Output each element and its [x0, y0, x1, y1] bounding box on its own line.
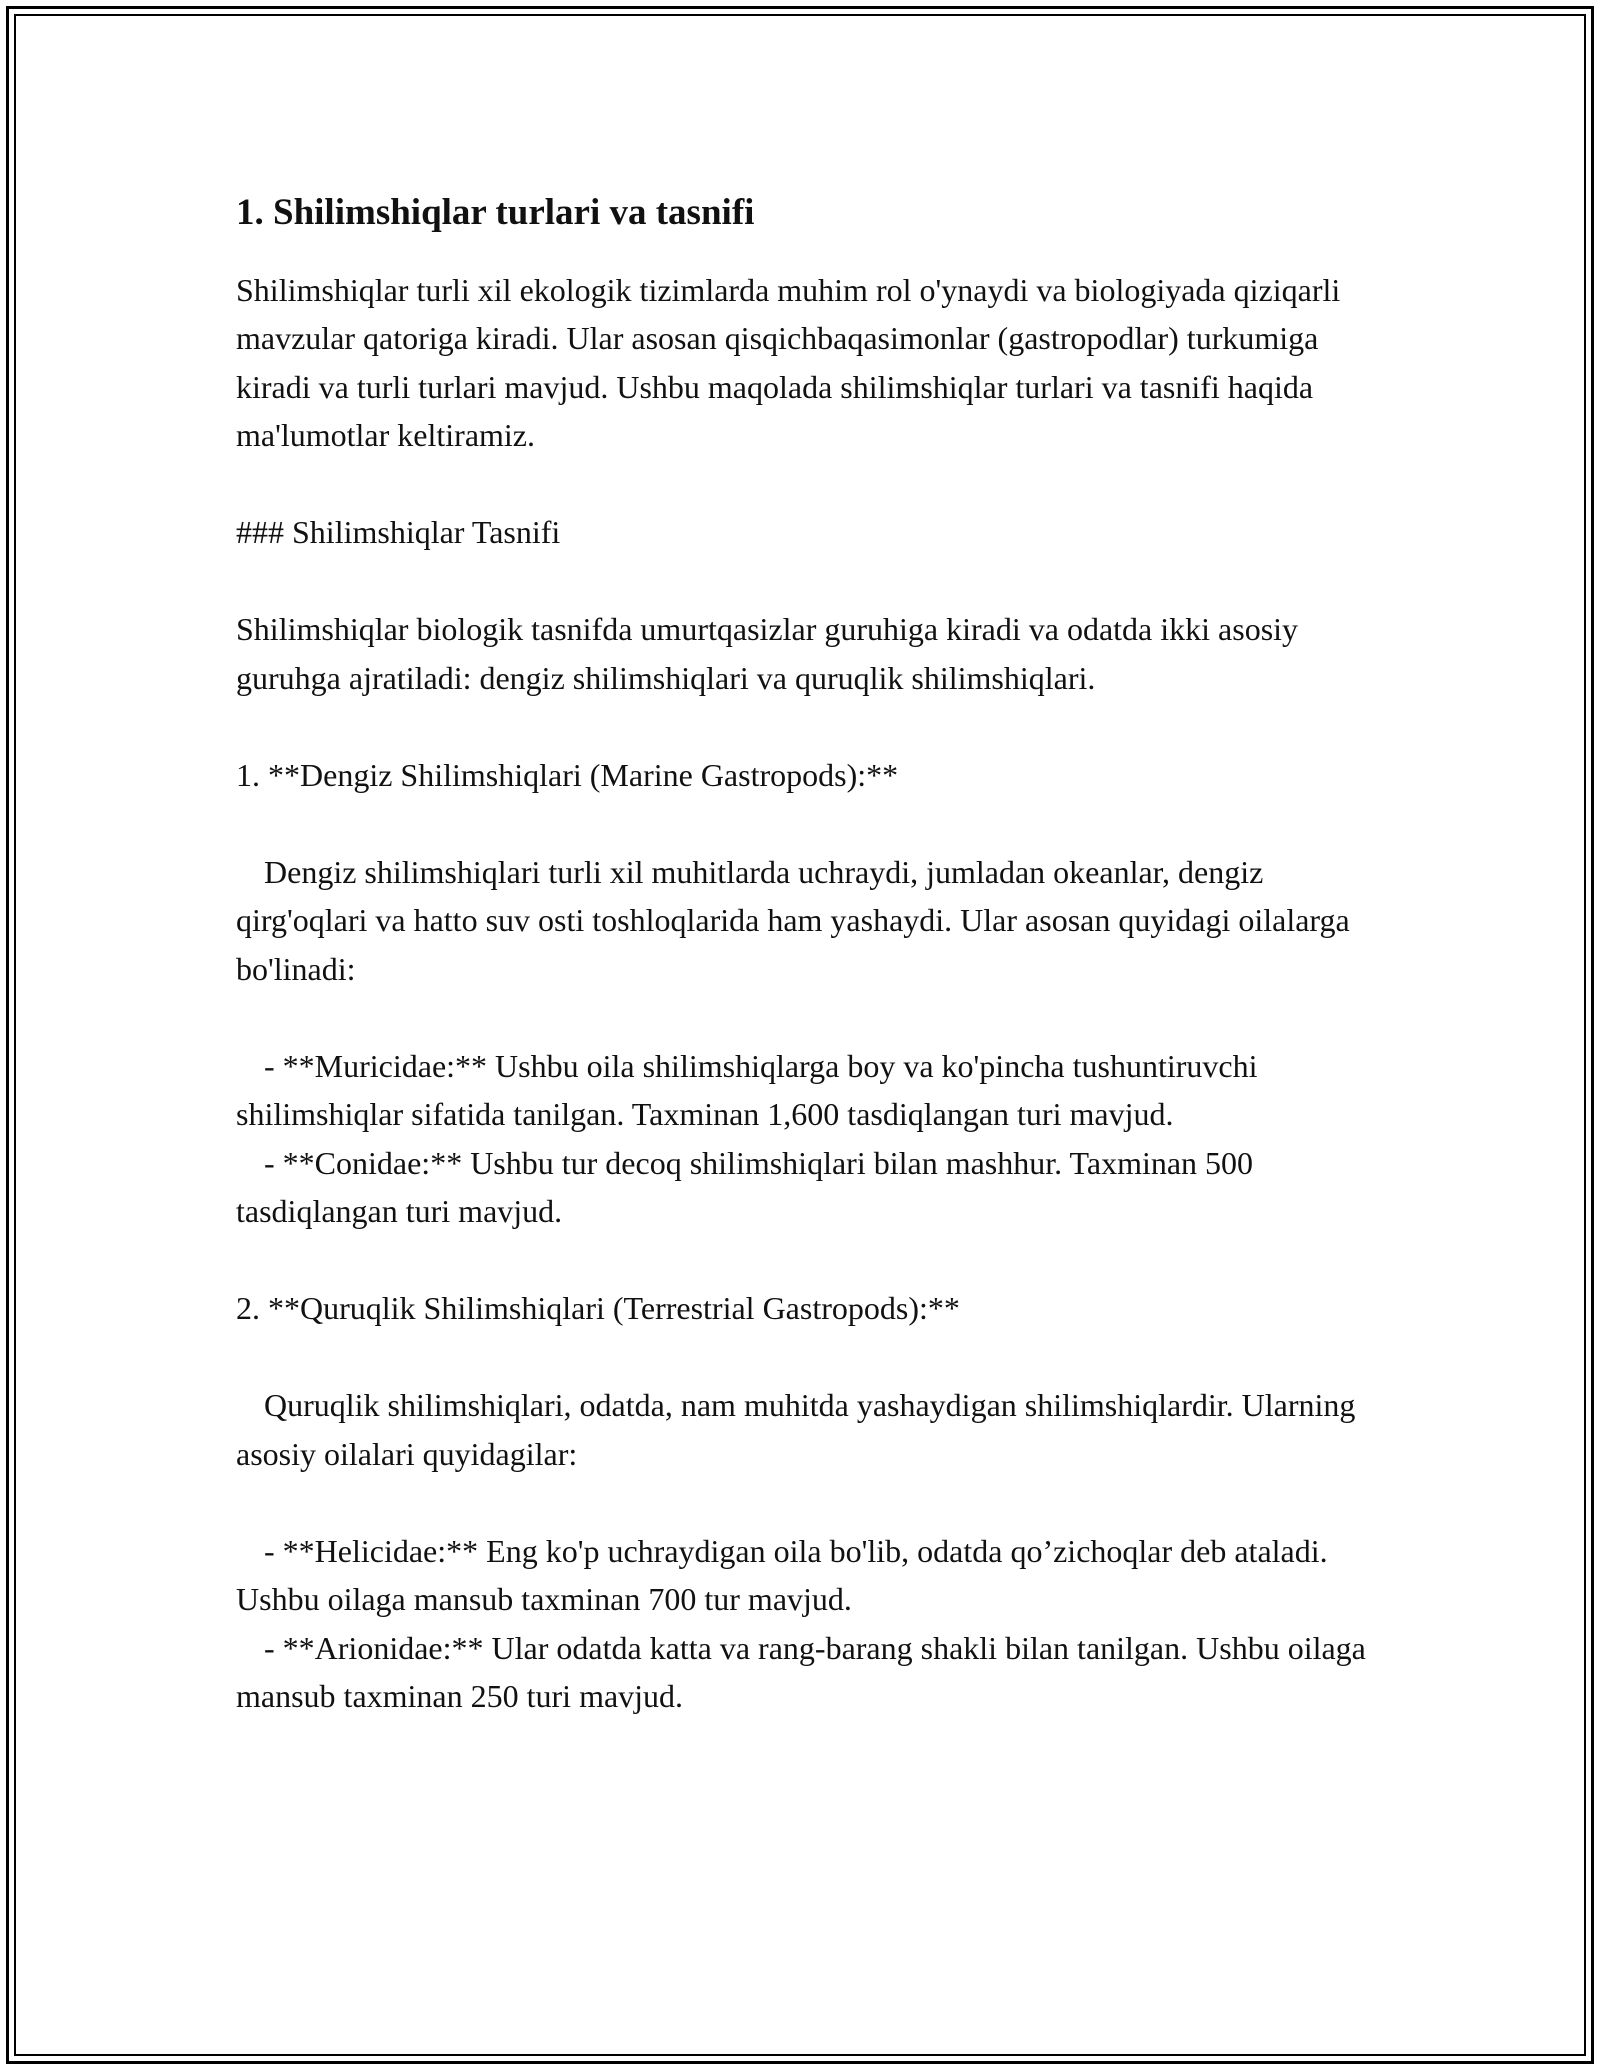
family-item-text: - **Muricidae:** Ushbu oila shilimshiqlarga boy va ko'pincha tushuntiruvchi shilimshiqlar sifatida tanilgan. Taxminan 1,600 tasdiqlangan turi mavjud.: [236, 1047, 1258, 1133]
spacer: [236, 1333, 1376, 1382]
spacer: [236, 993, 1376, 1042]
group-description-text: Quruqlik shilimshiqlari, odatda, nam muhitda yashaydigan shilimshiqlardir. Ularning asosiy oilalari quyidagilar:: [236, 1387, 1356, 1472]
family-item-text: - **Arionidae:** Ular odatda katta va rang-barang shakli bilan tanilgan. Ushbu oilaga mansub taxminan 250 turi mavjud.: [236, 1629, 1366, 1715]
family-item-text: - **Helicidae:** Eng ko'p uchraydigan oila bo'lib, odatda qo’zichoqlar deb ataladi. Ushbu oilaga mansub taxminan 700 tur mavjud.: [236, 1532, 1328, 1618]
family-item-helicidae: [236, 1527, 1376, 1624]
family-item-text: - **Conidae:** Ushbu tur decoq shilimshiqlari bilan mashhur. Taxminan 500 tasdiqlangan turi mavjud.: [236, 1144, 1254, 1230]
group-description-terrestrial: [236, 1381, 1376, 1478]
group-heading-terrestrial: 2. **Quruqlik Shilimshiqlari (Terrestrial Gastropods):**: [236, 1290, 960, 1327]
spacer: [236, 1478, 1376, 1527]
document-body: [236, 188, 1376, 1721]
family-item-muricidae: [236, 1042, 1376, 1139]
spacer: [236, 702, 1376, 751]
family-item-conidae: [236, 1139, 1376, 1236]
group-description-text: Dengiz shilimshiqlari turli xil muhitlarda uchraydi, jumladan okeanlar, dengiz qirg'oqlari va hatto suv osti toshloqlarida ham yashaydi. Ular asosan quyidagi oilalarga bo'linadi:: [236, 853, 1350, 987]
family-item-arionidae: [236, 1624, 1376, 1721]
spacer: [236, 460, 1376, 509]
group-heading-marine: 1. **Dengiz Shilimshiqlari (Marine Gastropods):**: [236, 756, 899, 793]
group-description-marine: [236, 848, 1376, 994]
spacer: [236, 1236, 1376, 1285]
document-title: 1. Shilimshiqlar turlari va tasnifi: [236, 192, 755, 233]
spacer: [236, 799, 1376, 848]
spacer: [236, 557, 1376, 606]
section-heading: ### Shilimshiqlar Tasnifi: [236, 514, 561, 551]
section-intro-paragraph: Shilimshiqlar biologik tasnifda umurtqasizlar guruhiga kiradi va odatda ikki asosiy guruhga ajratiladi: dengiz shilimshiqlari va quruqlik shilimshiqlari.: [236, 611, 1299, 696]
intro-paragraph: Shilimshiqlar turli xil ekologik tizimlarda muhim rol o'ynaydi va biologiyada qiziqarli mavzular qatoriga kiradi. Ular asosan qisqichbaqasimonlar (gastropodlar) turkumiga kiradi va turli turlari mavjud. Ushbu maqolada shilimshiqlar turlari va tasnifi haqida ma'lumotlar keltiramiz.: [236, 271, 1341, 454]
